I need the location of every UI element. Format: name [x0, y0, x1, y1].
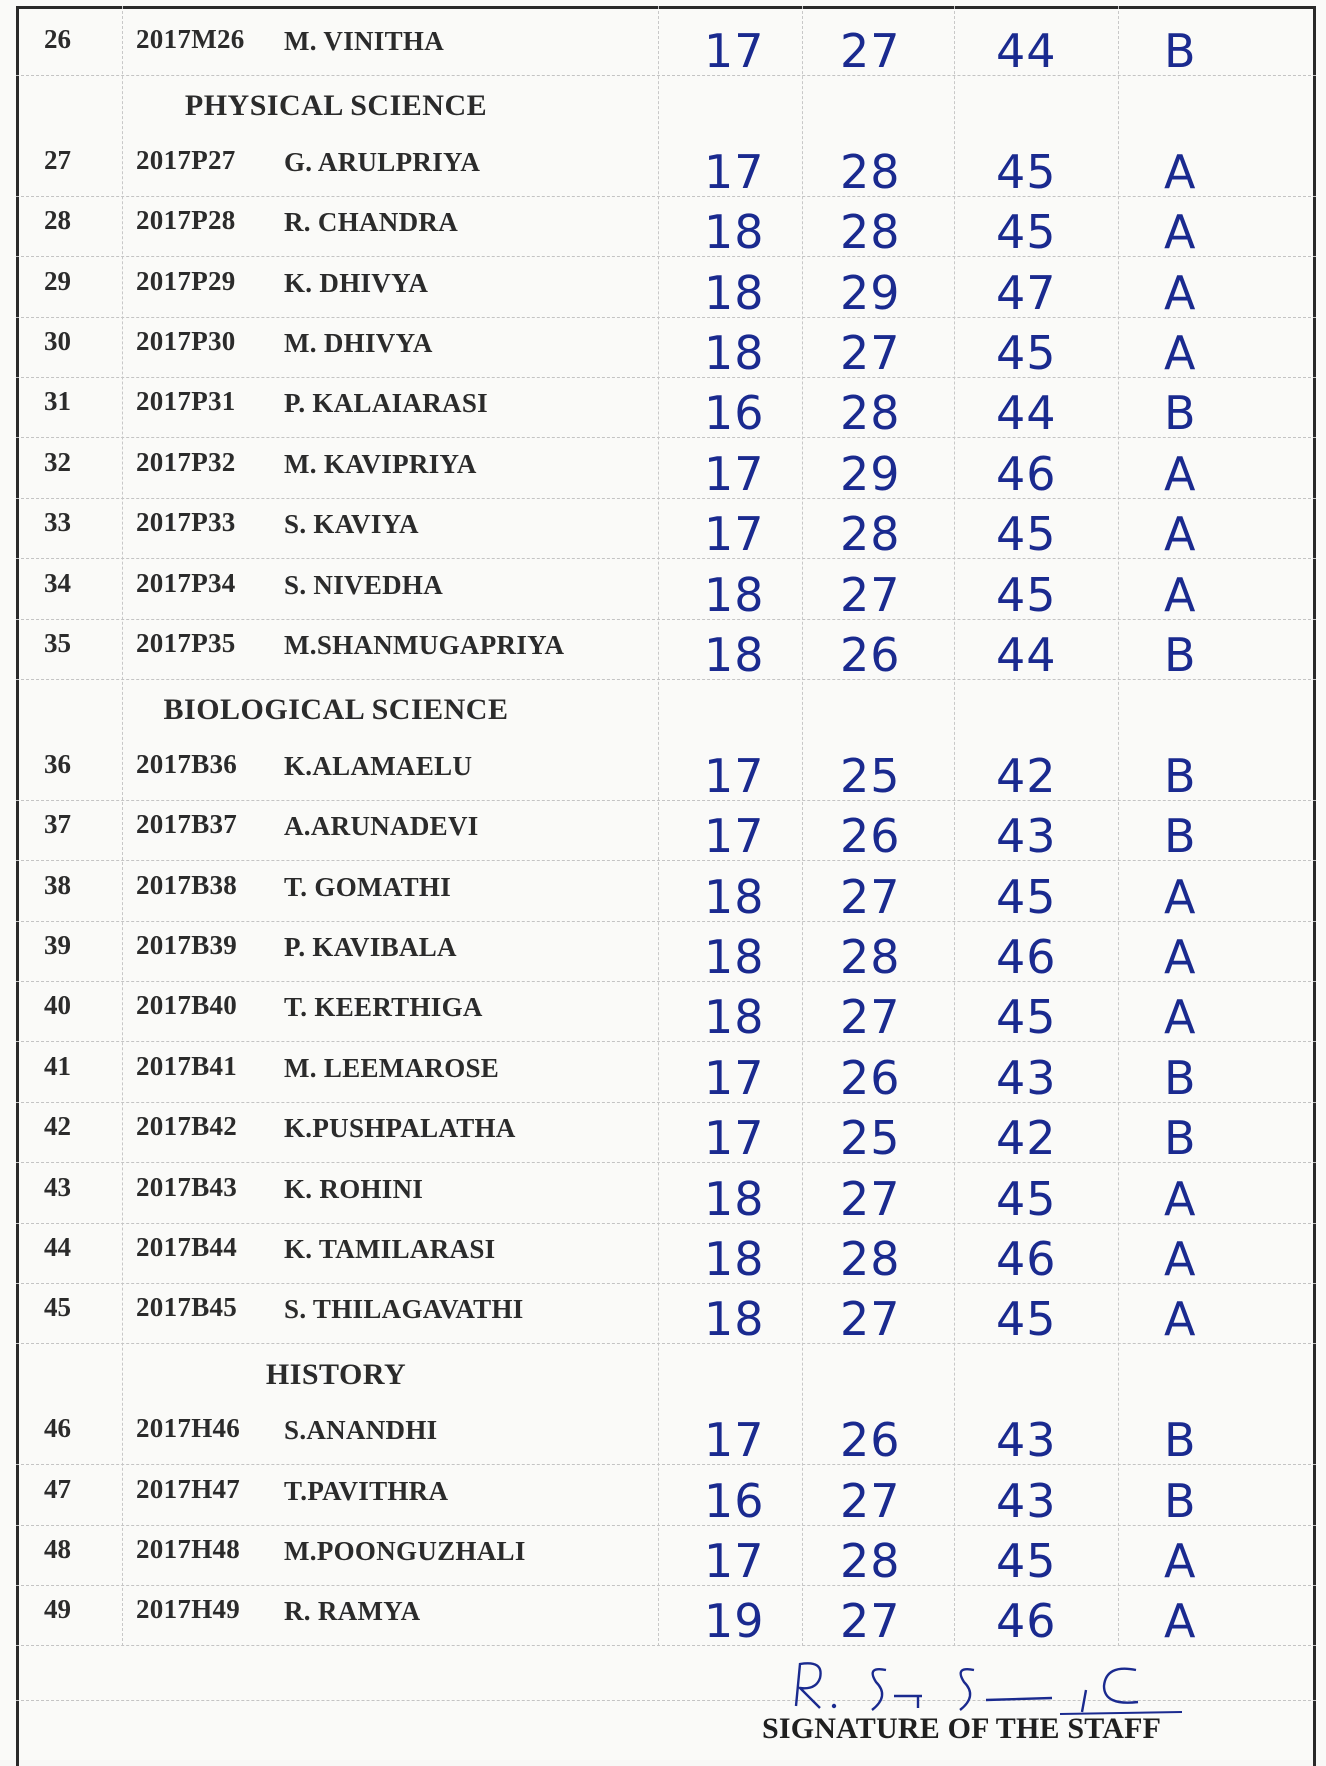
mark-internal-2: 28 — [840, 1232, 901, 1286]
grade: B — [1164, 1050, 1197, 1105]
mark-internal-2: 27 — [840, 990, 901, 1045]
student-name: M. DHIVYA — [284, 328, 433, 358]
table-row — [16, 439, 1316, 499]
student-name: S.ANANDHI — [284, 1415, 438, 1446]
grade: A — [1164, 507, 1197, 562]
mark-internal-1: 18 — [704, 1232, 765, 1286]
mark-total: 43 — [996, 1050, 1057, 1105]
grade: A — [1164, 1232, 1197, 1286]
register-number: 2017H48 — [136, 1534, 241, 1564]
mark-internal-2: 25 — [840, 1111, 901, 1166]
grade: B — [1164, 1413, 1197, 1468]
table-row — [16, 1284, 1316, 1347]
mark-internal-1: 17 — [704, 507, 765, 562]
mark-internal-2: 27 — [840, 1292, 901, 1347]
mark-internal-1: 18 — [704, 205, 765, 260]
mark-internal-2: 27 — [840, 1473, 901, 1528]
staff-signature-scrawl — [790, 1656, 1210, 1716]
mark-internal-1: 18 — [704, 265, 765, 320]
mark-internal-1: 16 — [704, 1473, 765, 1528]
table-row — [16, 1526, 1316, 1586]
student-name: R. RAMYA — [284, 1596, 421, 1627]
serial-number: 42 — [44, 1111, 71, 1142]
student-name: K. ROHINI — [284, 1173, 424, 1204]
mark-internal-2: 27 — [840, 869, 901, 924]
table-row — [16, 258, 1316, 318]
serial-number: 31 — [44, 386, 71, 417]
mark-internal-2: 26 — [840, 628, 901, 682]
table-row — [16, 1224, 1316, 1284]
mark-internal-2: 27 — [840, 1171, 901, 1226]
mark-internal-1: 18 — [704, 326, 765, 380]
mark-total: 45 — [996, 567, 1057, 622]
mark-total: 45 — [996, 144, 1057, 199]
grade: A — [1164, 1594, 1197, 1649]
serial-number: 28 — [44, 205, 71, 236]
grade: B — [1164, 809, 1197, 864]
register-number: 2017M26 — [136, 24, 245, 54]
grade: B — [1164, 1473, 1197, 1528]
register-number: 2017H47 — [136, 1473, 241, 1504]
serial-number: 44 — [44, 1232, 71, 1262]
mark-internal-1: 17 — [704, 446, 765, 501]
mark-total: 46 — [996, 1232, 1057, 1286]
mark-total: 45 — [996, 869, 1057, 924]
mark-internal-2: 27 — [840, 326, 901, 380]
mark-total: 47 — [996, 265, 1057, 320]
section-heading: PHYSICAL SCIENCE — [184, 89, 488, 123]
student-name: K. TAMILARASI — [284, 1234, 496, 1264]
mark-internal-1: 17 — [704, 1534, 765, 1588]
serial-number: 37 — [44, 809, 71, 840]
register-number: 2017B38 — [136, 869, 238, 900]
table-row — [16, 741, 1316, 801]
mark-internal-1: 18 — [704, 567, 765, 622]
mark-internal-1: 17 — [704, 809, 765, 864]
table-row — [16, 1043, 1316, 1103]
mark-internal-2: 28 — [840, 386, 901, 441]
register-number: 2017B40 — [136, 990, 238, 1021]
grade: B — [1164, 1111, 1197, 1166]
serial-number: 45 — [44, 1292, 71, 1323]
student-name: M. LEEMAROSE — [284, 1052, 500, 1083]
mark-total: 44 — [996, 24, 1057, 78]
mark-internal-1: 18 — [704, 1171, 765, 1226]
grade: A — [1164, 1534, 1197, 1588]
student-name: A.ARUNADEVI — [284, 811, 479, 842]
mark-total: 43 — [996, 809, 1057, 864]
mark-total: 46 — [996, 930, 1057, 984]
mark-total: 44 — [996, 628, 1057, 682]
serial-number: 41 — [44, 1050, 71, 1081]
mark-internal-1: 17 — [704, 24, 765, 78]
student-name: M. VINITHA — [284, 26, 445, 56]
serial-number: 34 — [44, 567, 71, 598]
register-number: 2017P33 — [136, 507, 236, 538]
mark-internal-2: 28 — [840, 144, 901, 199]
grade: A — [1164, 869, 1197, 924]
mark-internal-2: 26 — [840, 1050, 901, 1105]
register-number: 2017H49 — [136, 1594, 241, 1625]
section-heading: BIOLOGICAL SCIENCE — [163, 693, 509, 727]
mark-internal-2: 28 — [840, 930, 901, 984]
register-number: 2017P32 — [136, 446, 236, 477]
serial-number: 49 — [44, 1594, 71, 1625]
mark-total: 45 — [996, 205, 1057, 260]
register-number: 2017P27 — [136, 144, 236, 175]
table-row — [16, 1405, 1316, 1468]
mark-internal-2: 26 — [840, 809, 901, 864]
mark-total: 43 — [996, 1413, 1057, 1468]
table-row — [16, 16, 1316, 76]
mark-total: 43 — [996, 1473, 1057, 1528]
mark-internal-1: 17 — [704, 1111, 765, 1166]
register-number: 2017B43 — [136, 1171, 238, 1202]
mark-total: 45 — [996, 990, 1057, 1045]
mark-total: 42 — [996, 748, 1057, 803]
grade: A — [1164, 446, 1197, 501]
register-number: 2017B36 — [136, 748, 238, 779]
serial-number: 38 — [44, 869, 71, 900]
serial-number: 48 — [44, 1534, 71, 1564]
table-row — [16, 1164, 1316, 1224]
mark-internal-1: 17 — [704, 1413, 765, 1468]
register-number: 2017B41 — [136, 1050, 238, 1081]
student-name: K.ALAMAELU — [284, 750, 473, 781]
register-number: 2017P35 — [136, 628, 236, 658]
grade: A — [1164, 144, 1197, 199]
serial-number: 29 — [44, 265, 71, 296]
serial-number: 35 — [44, 628, 71, 658]
grade: A — [1164, 930, 1197, 984]
mark-total: 45 — [996, 326, 1057, 380]
grade: B — [1164, 24, 1197, 78]
table-row — [16, 982, 1316, 1045]
register-number: 2017B39 — [136, 930, 238, 960]
section-heading: HISTORY — [265, 1357, 407, 1391]
mark-total: 46 — [996, 1594, 1057, 1649]
register-number: 2017P30 — [136, 326, 236, 356]
grade: A — [1164, 990, 1197, 1045]
serial-number: 47 — [44, 1473, 71, 1504]
serial-number: 39 — [44, 930, 71, 960]
student-name: S. NIVEDHA — [284, 569, 444, 600]
student-name: M.POONGUZHALI — [284, 1536, 526, 1566]
mark-internal-2: 28 — [840, 205, 901, 260]
serial-number: 40 — [44, 990, 71, 1021]
mark-total: 46 — [996, 446, 1057, 501]
mark-internal-2: 29 — [840, 265, 901, 320]
table-row — [16, 499, 1316, 562]
table-row — [16, 1586, 1316, 1649]
table-row — [16, 922, 1316, 982]
student-name: M. KAVIPRIYA — [284, 448, 477, 479]
mark-total: 45 — [996, 507, 1057, 562]
table-row — [16, 801, 1316, 864]
student-name: G. ARULPRIYA — [284, 146, 481, 177]
student-name: P. KALAIARASI — [284, 388, 488, 419]
mark-internal-1: 17 — [704, 1050, 765, 1105]
serial-number: 46 — [44, 1413, 71, 1444]
register-number: 2017B45 — [136, 1292, 238, 1323]
mark-internal-1: 17 — [704, 144, 765, 199]
serial-number: 33 — [44, 507, 71, 538]
mark-total: 45 — [996, 1171, 1057, 1226]
student-name: T. KEERTHIGA — [284, 992, 483, 1023]
mark-total: 45 — [996, 1534, 1057, 1588]
register-number: 2017B44 — [136, 1232, 238, 1262]
table-row — [16, 1466, 1316, 1526]
register-number: 2017B37 — [136, 809, 238, 840]
table-row — [16, 197, 1316, 260]
table-row — [16, 378, 1316, 441]
mark-internal-1: 18 — [704, 990, 765, 1045]
mark-internal-1: 19 — [704, 1594, 765, 1649]
grade: A — [1164, 567, 1197, 622]
student-name: R. CHANDRA — [284, 207, 458, 238]
table-row — [16, 862, 1316, 922]
mark-total: 45 — [996, 1292, 1057, 1347]
table-row — [16, 137, 1316, 197]
mark-internal-2: 28 — [840, 1534, 901, 1588]
student-name: T.PAVITHRA — [284, 1475, 449, 1506]
mark-internal-2: 25 — [840, 748, 901, 803]
table-row — [16, 318, 1316, 378]
serial-number: 36 — [44, 748, 71, 779]
student-name: M.SHANMUGAPRIYA — [284, 630, 565, 660]
table-row — [16, 620, 1316, 680]
register-number: 2017H46 — [136, 1413, 241, 1444]
mark-internal-1: 18 — [704, 869, 765, 924]
table-row — [16, 560, 1316, 620]
student-name: S. KAVIYA — [284, 509, 419, 540]
register-number: 2017P29 — [136, 265, 236, 296]
mark-internal-2: 27 — [840, 24, 901, 78]
mark-internal-1: 17 — [704, 748, 765, 803]
mark-internal-2: 29 — [840, 446, 901, 501]
grade: B — [1164, 748, 1197, 803]
register-number: 2017P34 — [136, 567, 236, 598]
table-row — [16, 1103, 1316, 1166]
grade: A — [1164, 205, 1197, 260]
serial-number: 26 — [44, 24, 71, 54]
mark-internal-2: 28 — [840, 507, 901, 562]
serial-number: 32 — [44, 446, 71, 477]
mark-internal-1: 18 — [704, 1292, 765, 1347]
student-name: K. DHIVYA — [284, 267, 429, 298]
mark-internal-1: 18 — [704, 628, 765, 682]
mark-internal-1: 16 — [704, 386, 765, 441]
grade: A — [1164, 1292, 1197, 1347]
mark-internal-2: 26 — [840, 1413, 901, 1468]
serial-number: 43 — [44, 1171, 71, 1202]
grade: A — [1164, 1171, 1197, 1226]
mark-internal-2: 27 — [840, 1594, 901, 1649]
student-name: P. KAVIBALA — [284, 932, 457, 962]
mark-total: 44 — [996, 386, 1057, 441]
grade: A — [1164, 265, 1197, 320]
mark-total: 42 — [996, 1111, 1057, 1166]
register-number: 2017B42 — [136, 1111, 238, 1142]
student-name: S. THILAGAVATHI — [284, 1294, 524, 1325]
signature-label: SIGNATURE OF THE STAFF — [762, 1712, 1162, 1745]
mark-internal-2: 27 — [840, 567, 901, 622]
student-name: T. GOMATHI — [284, 871, 452, 902]
serial-number: 27 — [44, 144, 71, 175]
register-number: 2017P28 — [136, 205, 236, 236]
serial-number: 30 — [44, 326, 71, 356]
grade: B — [1164, 628, 1197, 682]
grade: B — [1164, 386, 1197, 441]
mark-internal-1: 18 — [704, 930, 765, 984]
student-name: K.PUSHPALATHA — [284, 1113, 516, 1144]
grade: A — [1164, 326, 1197, 380]
register-number: 2017P31 — [136, 386, 236, 417]
